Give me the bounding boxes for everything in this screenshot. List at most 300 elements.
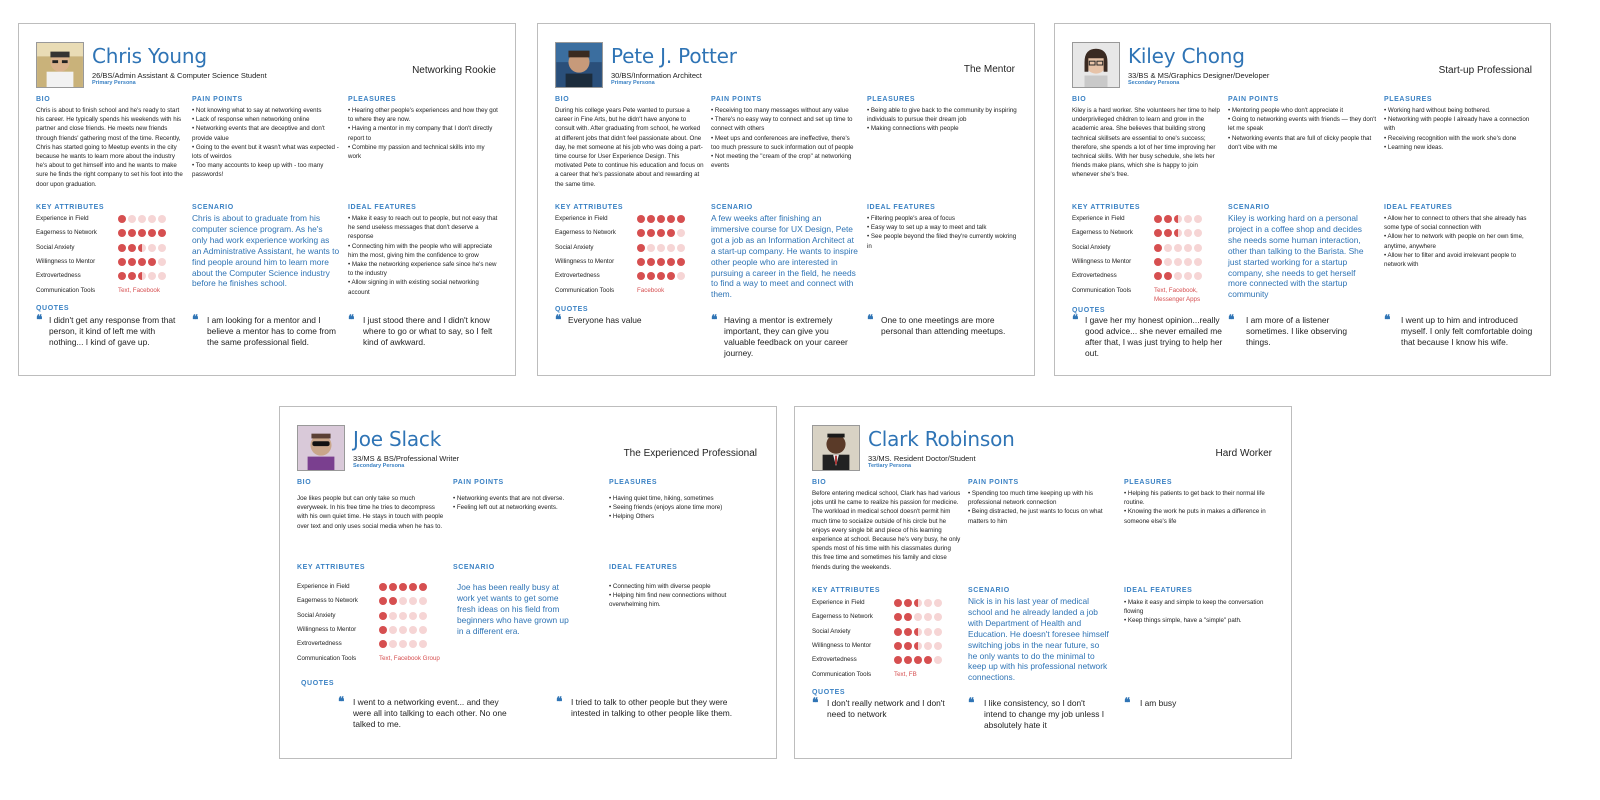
rating-dot: [138, 229, 146, 237]
rating-dot: [637, 229, 645, 237]
rating-dot: [158, 272, 166, 280]
rating-dot: [924, 599, 932, 607]
rating-dot: [379, 640, 387, 648]
rating-dot: [1184, 229, 1192, 237]
rating-dot: [657, 258, 665, 266]
attribute-label: Eagerness to Network: [297, 597, 358, 605]
ideal-feature-item: • See people beyond the filed they're currently wokring in: [867, 233, 1017, 250]
pain-points-heading: PAIN POINTS: [453, 479, 504, 486]
rating-dot: [647, 272, 655, 280]
scenario-text: A few weeks after finishing an immersive course for UX Design, Pete got a job as an Information Architect at a start-up company. He wants to inspire other people who are interested in pursuing a career in the field, he needs to find a way to meet and connect with them.: [711, 213, 858, 300]
quotes-heading: QUOTES: [36, 305, 70, 312]
rating-dot: [389, 640, 397, 648]
quote: [556, 697, 736, 719]
pain-point-item: • Networking events that are deceptive and don't provide value: [192, 125, 325, 142]
quote-text: I am looking for a mentor and I believe a mentor has to come from the same professional field.: [207, 315, 336, 347]
ideal-feature-item: • Make it easy to reach out to people, but not easy that he send useless messages that don't deserve a response: [348, 215, 498, 241]
attribute-row: [1072, 243, 1222, 253]
quote: [1228, 315, 1368, 348]
rating-dot: [399, 640, 407, 648]
attribute-row: [36, 257, 186, 267]
pain-point-item: • Networking events that are full of clicky people that don't vibe with me: [1228, 134, 1372, 151]
attribute-label: Social Anxiety: [297, 611, 336, 619]
attribute-label: Eagerness to Network: [812, 613, 873, 621]
bio-text: Chris is about to finish school and he's ready to start his career. He typically spends his weekends with his partner and close friends. He meets new friends through friends' gathering most of the time. Recently, Chris has started going to Meetup events in the city because he wants to learn more about the industry he's about to get himself into and he wants to make sure he finds the right company to set his foot into the door upon graduation.: [36, 107, 183, 188]
bio-text: Joe likes people but can only take so much everyweek. In his free time he tries to decompress with his own quiet time. He stays in touch with people over text and only uses social media when he has to.: [297, 495, 444, 530]
ideal-features-heading: IDEAL FEATURES: [348, 204, 417, 211]
pain-point-item: • There's no easy way to connect and set up time to connect with others: [711, 116, 853, 133]
rating-dot: [667, 229, 675, 237]
rating-dot: [379, 597, 387, 605]
rating-dot: [667, 215, 675, 223]
attribute-rating: [637, 244, 685, 252]
rating-dot: [379, 612, 387, 620]
rating-dot: [924, 642, 932, 650]
attribute-row: [812, 627, 962, 637]
pleasures-heading: PLEASURES: [1384, 96, 1433, 103]
attribute-label: Willingness to Mentor: [812, 641, 872, 649]
pain-point-item: • Mentoring people who don't appreciate it: [1228, 107, 1344, 114]
rating-dot: [647, 244, 655, 252]
rating-dot: [379, 583, 387, 591]
persona-type-label: Primary Persona: [611, 80, 655, 86]
quote-text: Having a mentor is extremely important, they can give you valuable feedback on your career journey.: [724, 315, 848, 358]
attribute-row-communication-tools: [1072, 286, 1222, 303]
bio-heading: BIO: [36, 96, 51, 103]
attribute-rating: [118, 229, 166, 237]
quote-mark-icon: ❛❛: [1228, 313, 1233, 328]
quote-text: One to one meetings are more personal than attending meetups.: [881, 315, 1006, 336]
persona-name: Pete J. Potter: [611, 44, 737, 68]
bio-text: During his college years Pete wanted to pursue a career in Fine Arts, but he didn't have anyone to consult with. After graduating from school, he worked at different jobs that didn't feel passionate about. One day, he met someone at his job who was doing a part-time course for User Experience Design. This motivated Pete to continue his education and focus on a career that he's passionate about and rewarding at the same time.: [555, 107, 704, 188]
quote-mark-icon: ❛❛: [192, 313, 197, 328]
attribute-rating: [1154, 244, 1202, 252]
attribute-row: [297, 582, 457, 592]
attribute-label: Experience in Field: [812, 599, 865, 606]
pleasure-item: • Helping his patients to get back to their normal life routine.: [1124, 490, 1265, 507]
attribute-rating: [637, 229, 685, 237]
rating-dot: [148, 244, 156, 252]
attribute-row: [812, 641, 962, 651]
pain-points-list: [453, 494, 603, 512]
rating-dot: [399, 612, 407, 620]
rating-dot: [914, 599, 922, 607]
pain-point-item: • Too many accounts to keep up with - too many passwords!: [192, 162, 324, 179]
pleasure-item: • Hearing other people's experiences and how they got to where they are now.: [348, 107, 498, 124]
persona-archetype: Networking Rookie: [412, 65, 496, 76]
rating-dot: [419, 626, 427, 634]
persona-type-label: Secondary Persona: [353, 463, 405, 469]
ideal-features-list: [1384, 214, 1534, 269]
rating-dot: [924, 656, 932, 664]
attribute-row: [555, 257, 705, 267]
rating-dot: [1164, 229, 1172, 237]
attribute-label: Social Anxiety: [1072, 243, 1111, 251]
rating-dot: [1164, 215, 1172, 223]
rating-dot: [677, 272, 685, 280]
attribute-label: Extrovertedness: [297, 640, 342, 648]
pain-points-heading: PAIN POINTS: [711, 96, 762, 103]
persona-card-clark-robinson: [794, 406, 1292, 759]
attribute-row: [555, 228, 705, 238]
rating-dot: [128, 244, 136, 252]
quote: [812, 698, 962, 720]
ideal-features-heading: IDEAL FEATURES: [867, 204, 936, 211]
ideal-feature-item: • Allow her to network with people on her own time, anytime, anywhere: [1384, 233, 1524, 250]
attribute-rating: [118, 244, 166, 252]
quote-mark-icon: ❛❛: [1124, 696, 1129, 711]
attribute-label: Social Anxiety: [555, 243, 594, 251]
attribute-row: [297, 596, 457, 606]
rating-dot: [934, 613, 942, 621]
rating-dot: [934, 656, 942, 664]
attribute-row-communication-tools: [297, 654, 457, 664]
attribute-row: [297, 639, 457, 649]
pain-point-item: • Networking events that are not diverse.: [453, 495, 565, 502]
scenario-heading: SCENARIO: [1228, 204, 1270, 211]
pain-points-list: [192, 106, 342, 180]
persona-card-pete-potter: [537, 23, 1035, 376]
ideal-feature-item: • Connecting him with diverse people: [609, 583, 711, 590]
attribute-rating: [118, 258, 166, 266]
attribute-label: Communication Tools: [1072, 286, 1132, 294]
rating-dot: [1154, 258, 1162, 266]
quote: [1124, 698, 1274, 709]
pain-point-item: • Spending too much time keeping up with his professional network connection: [968, 490, 1093, 507]
rating-dot: [657, 244, 665, 252]
attributes-list: [812, 598, 962, 688]
rating-dot: [1194, 258, 1202, 266]
rating-dot: [1154, 244, 1162, 252]
rating-dot: [647, 258, 655, 266]
quotes-heading: QUOTES: [812, 689, 846, 696]
rating-dot: [419, 583, 427, 591]
attribute-label: Extrovertedness: [1072, 272, 1117, 280]
key-attributes-heading: KEY ATTRIBUTES: [1072, 204, 1141, 211]
communication-tools-value: Text, Facebook: [118, 286, 160, 294]
communication-tools-value: Text, FB: [894, 670, 917, 678]
persona-avatar: [1072, 42, 1120, 88]
communication-tools-value: Text, Facebook Group: [379, 654, 440, 662]
rating-dot: [934, 628, 942, 636]
key-attributes-heading: KEY ATTRIBUTES: [812, 587, 881, 594]
attribute-row: [297, 611, 457, 621]
attribute-rating: [637, 272, 685, 280]
rating-dot: [1184, 244, 1192, 252]
pleasure-item: • Learning new ideas.: [1384, 143, 1444, 151]
attribute-rating: [637, 258, 685, 266]
persona-name: Kiley Chong: [1128, 44, 1245, 68]
rating-dot: [677, 258, 685, 266]
rating-dot: [677, 215, 685, 223]
rating-dot: [128, 215, 136, 223]
rating-dot: [138, 215, 146, 223]
rating-dot: [677, 229, 685, 237]
rating-dot: [1174, 229, 1182, 237]
rating-dot: [148, 215, 156, 223]
pain-point-item: • Feeling left out at networking events.: [453, 504, 558, 512]
pleasure-item: • Having a mentor in my company that I don't directly report to: [348, 125, 493, 142]
attribute-rating: [1154, 215, 1202, 223]
quote: [968, 698, 1108, 731]
quote-text: I am busy: [1140, 698, 1177, 708]
quote-mark-icon: ❛❛: [812, 696, 817, 711]
bio-heading: BIO: [297, 479, 312, 486]
quote-text: I don't really network and I don't need to network: [827, 698, 945, 719]
rating-dot: [158, 258, 166, 266]
rating-dot: [148, 229, 156, 237]
rating-dot: [419, 640, 427, 648]
ideal-feature-item: • Easy way to set up a way to meet and talk: [867, 224, 987, 232]
pain-points-list: [711, 106, 859, 170]
pleasures-list: [1124, 489, 1274, 526]
attribute-row: [812, 655, 962, 665]
attribute-row: [297, 625, 457, 635]
quote: [1072, 315, 1224, 359]
rating-dot: [158, 229, 166, 237]
attribute-rating: [379, 612, 427, 620]
rating-dot: [914, 656, 922, 664]
attribute-label: Extrovertedness: [36, 272, 81, 280]
pain-points-list: [1228, 106, 1378, 152]
attribute-label: Willingness to Mentor: [1072, 257, 1132, 265]
pain-points-list: [968, 489, 1118, 526]
rating-dot: [934, 642, 942, 650]
attribute-rating: [894, 613, 942, 621]
quote-mark-icon: ❛❛: [555, 313, 560, 328]
attribute-row: [36, 228, 186, 238]
attribute-label: Willingness to Mentor: [555, 257, 615, 265]
rating-dot: [1194, 215, 1202, 223]
attributes-list: [36, 214, 186, 304]
persona-type-label: Tertiary Persona: [868, 463, 912, 469]
scenario-heading: SCENARIO: [711, 204, 753, 211]
attribute-label: Experience in Field: [555, 215, 608, 222]
persona-type-label: Secondary Persona: [1128, 80, 1180, 86]
attribute-label: Eagerness to Network: [555, 229, 616, 237]
pleasure-item: • Helping Others: [609, 513, 655, 521]
pleasure-item: • Combine my passion and technical skills into my work: [348, 143, 485, 161]
attribute-label: Experience in Field: [297, 583, 350, 590]
pain-point-item: • Being distracted, he just wants to focus on what matters to him: [968, 508, 1103, 525]
scenario-heading: SCENARIO: [453, 564, 495, 571]
rating-dot: [1164, 272, 1172, 280]
scenario-heading: SCENARIO: [192, 204, 234, 211]
scenario-heading: SCENARIO: [968, 587, 1010, 594]
pleasures-heading: PLEASURES: [348, 96, 397, 103]
persona-subtitle: 33/MS. Resident Doctor/Student: [868, 454, 976, 463]
pleasures-list: [348, 106, 498, 161]
rating-dot: [904, 599, 912, 607]
communication-tools-value: Facebook: [637, 286, 665, 294]
attribute-row: [36, 214, 186, 224]
rating-dot: [118, 258, 126, 266]
attributes-list: [297, 582, 457, 672]
scenario-text: Joe has been really busy at work yet wants to get some fresh ideas on his field from beginners who have grown up in a different era.: [457, 582, 569, 636]
ideal-feature-item: • Filtering people's area of focus: [867, 215, 955, 222]
attribute-label: Extrovertedness: [812, 656, 857, 664]
attribute-row: [36, 271, 186, 281]
attribute-row: [812, 612, 962, 622]
persona-subtitle: 26/BS/Admin Assistant & Computer Science Student: [92, 71, 267, 80]
quote-mark-icon: ❛❛: [338, 695, 343, 710]
quote-mark-icon: ❛❛: [711, 313, 716, 328]
rating-dot: [934, 599, 942, 607]
attribute-row: [555, 214, 705, 224]
rating-dot: [647, 215, 655, 223]
rating-dot: [894, 599, 902, 607]
rating-dot: [894, 642, 902, 650]
ideal-feature-item: • Connecting him with the people who will appreciate him the most, giving him the confidence to grow: [348, 242, 493, 259]
rating-dot: [128, 272, 136, 280]
ideal-features-list: [1124, 598, 1274, 626]
rating-dot: [128, 258, 136, 266]
attribute-label: Eagerness to Network: [36, 229, 97, 237]
rating-dot: [924, 628, 932, 636]
quote-text: Everyone has value: [568, 315, 642, 325]
attribute-row: [812, 598, 962, 608]
rating-dot: [1194, 244, 1202, 252]
rating-dot: [1184, 272, 1192, 280]
attribute-row: [555, 243, 705, 253]
scenario-text: Kiley is working hard on a personal project in a coffee shop and decides she needs some human interaction, other than talking to the Barista. She just started working for a startup company, she needs to get herself more connected with the startup community: [1228, 213, 1364, 300]
key-attributes-heading: KEY ATTRIBUTES: [555, 204, 624, 211]
rating-dot: [409, 612, 417, 620]
pain-point-item: • Meet ups and conferences are ineffective, there's too much pressure to suck information out of people: [711, 134, 854, 151]
quote: [555, 315, 705, 326]
persona-card-kiley-chong: [1054, 23, 1551, 376]
attribute-rating: [379, 583, 427, 591]
quote: [711, 315, 861, 359]
persona-archetype: Hard Worker: [1215, 448, 1272, 459]
attribute-label: Communication Tools: [812, 670, 872, 678]
persona-avatar: [36, 42, 84, 88]
rating-dot: [128, 229, 136, 237]
rating-dot: [118, 229, 126, 237]
ideal-feature-item: • Make it easy and simple to keep the conversation flowing: [1124, 599, 1264, 616]
rating-dot: [904, 613, 912, 621]
rating-dot: [148, 258, 156, 266]
persona-archetype: Start-up Professional: [1438, 65, 1532, 76]
quote-mark-icon: ❛❛: [968, 696, 973, 711]
rating-dot: [667, 272, 675, 280]
rating-dot: [894, 613, 902, 621]
rating-dot: [409, 583, 417, 591]
ideal-features-heading: IDEAL FEATURES: [1124, 587, 1193, 594]
quote-text: I just stood there and I didn't know where to go or what to say, so I felt kind of awkward.: [363, 315, 493, 347]
pain-point-item: • Going to the event but it wasn't what was expected - lots of weirdos: [192, 143, 339, 161]
ideal-feature-item: • Allow signing in with existing social networking account: [348, 279, 479, 296]
quote-mark-icon: ❛❛: [1384, 313, 1389, 328]
pleasures-heading: PLEASURES: [609, 479, 658, 486]
attribute-label: Social Anxiety: [36, 243, 75, 251]
rating-dot: [138, 244, 146, 252]
attribute-row: [1072, 214, 1222, 224]
rating-dot: [1154, 229, 1162, 237]
persona-name: Chris Young: [92, 44, 207, 68]
rating-dot: [118, 272, 126, 280]
attribute-rating: [894, 599, 942, 607]
quote-mark-icon: ❛❛: [556, 695, 561, 710]
rating-dot: [1154, 272, 1162, 280]
attribute-rating: [1154, 272, 1202, 280]
rating-dot: [1174, 272, 1182, 280]
attribute-label: Communication Tools: [555, 286, 615, 294]
pain-point-item: • Lack of response when networking online: [192, 116, 310, 124]
pain-point-item: • Not meeting the "cream of the crop" at networking events: [711, 153, 852, 170]
ideal-features-list: [867, 214, 1017, 251]
communication-tools-value: Text, Facebook, Messenger Apps: [1154, 286, 1201, 303]
persona-avatar: [555, 42, 603, 88]
quote-text: I didn't get any response from that person, it kind of left me with nothing... I kind of gave up.: [49, 315, 176, 347]
attribute-rating: [118, 215, 166, 223]
rating-dot: [419, 612, 427, 620]
quotes-heading: QUOTES: [555, 306, 589, 313]
pleasure-item: • Having quiet time, hiking, sometimes: [609, 495, 714, 502]
rating-dot: [158, 244, 166, 252]
bio-text: Kiley is a hard worker. She volunteers her time to help underprivileged children to learn and grow in the academic area. She believes that building strong technical skillsets are essential to one's success; therefore, she spends a lot of her time improving her technical skills. With her busy schedule, she lets her friends make plans, which she is happy to join whenever she's free.: [1072, 107, 1220, 179]
quote-text: I tried to talk to other people but they were intested in talking to other people like them.: [571, 697, 733, 718]
ideal-feature-item: • Allow her to connect to others that she already has some type of social connection with: [1384, 215, 1527, 232]
ideal-feature-item: • Keep things simple, have a "simple" path.: [1124, 617, 1242, 625]
quote: [1384, 315, 1534, 348]
rating-dot: [1154, 215, 1162, 223]
pain-points-heading: PAIN POINTS: [192, 96, 243, 103]
quote-text: I am more of a listener sometimes. I like observing things.: [1246, 315, 1348, 347]
ideal-features-heading: IDEAL FEATURES: [1384, 204, 1453, 211]
rating-dot: [158, 215, 166, 223]
rating-dot: [1174, 258, 1182, 266]
rating-dot: [677, 244, 685, 252]
attribute-label: Willingness to Mentor: [36, 257, 96, 265]
rating-dot: [667, 244, 675, 252]
attributes-list: [555, 214, 705, 304]
attribute-label: Experience in Field: [36, 215, 89, 222]
rating-dot: [657, 229, 665, 237]
scenario-text: Chris is about to graduate from his computer science program. As he's only had work experience working as an Administrative Assistant, he wants to find people around him to learn more about the Computer Science industry before he finishes school.: [192, 213, 340, 289]
quote: [192, 315, 342, 348]
attribute-rating: [1154, 258, 1202, 266]
attribute-row-communication-tools: [812, 670, 962, 680]
quote: [348, 315, 498, 348]
rating-dot: [894, 656, 902, 664]
persona-type-label: Primary Persona: [92, 80, 136, 86]
ideal-feature-item: • Allow her to filter and avoid irrelevant people to network with: [1384, 251, 1517, 269]
bio-text: Before entering medical school, Clark has had various jobs until he came to realize his passion for medicine. The workload in medical school doesn't permit him much time to socialize outside of his circle but he enjoys every single bit and piece of his learning experience at school. Because he's very busy, he only spends most of his time with his classmates during this free time and sometimes his family and close friends during the weekends.: [812, 490, 961, 571]
ideal-features-heading: IDEAL FEATURES: [609, 564, 678, 571]
attribute-row: [1072, 228, 1222, 238]
attribute-row: [1072, 271, 1222, 281]
rating-dot: [419, 597, 427, 605]
pleasure-item: • Seeing friends (enjoys alone time more): [609, 504, 723, 512]
quote-mark-icon: ❛❛: [867, 313, 872, 328]
pain-points-heading: PAIN POINTS: [968, 479, 1019, 486]
pain-point-item: • Going to networking events with friends — they don't let me speak: [1228, 116, 1377, 133]
rating-dot: [389, 626, 397, 634]
quote-text: I went to a networking event... and they were all into talking to each other. No one talked to me.: [353, 697, 507, 729]
attribute-rating: [894, 642, 942, 650]
rating-dot: [667, 258, 675, 266]
bio-heading: BIO: [1072, 96, 1087, 103]
ideal-features-list: [348, 214, 498, 297]
rating-dot: [379, 626, 387, 634]
rating-dot: [1184, 215, 1192, 223]
scenario-text: Nick is in his last year of medical school and he already landed a job with Department of Health and Education. He doesn't foresee himself switching jobs in the near future, so he only wants to do the minimal to keep up with his professional network connections.: [968, 596, 1109, 683]
attribute-row-communication-tools: [36, 286, 186, 296]
rating-dot: [409, 626, 417, 634]
rating-dot: [138, 258, 146, 266]
rating-dot: [389, 612, 397, 620]
